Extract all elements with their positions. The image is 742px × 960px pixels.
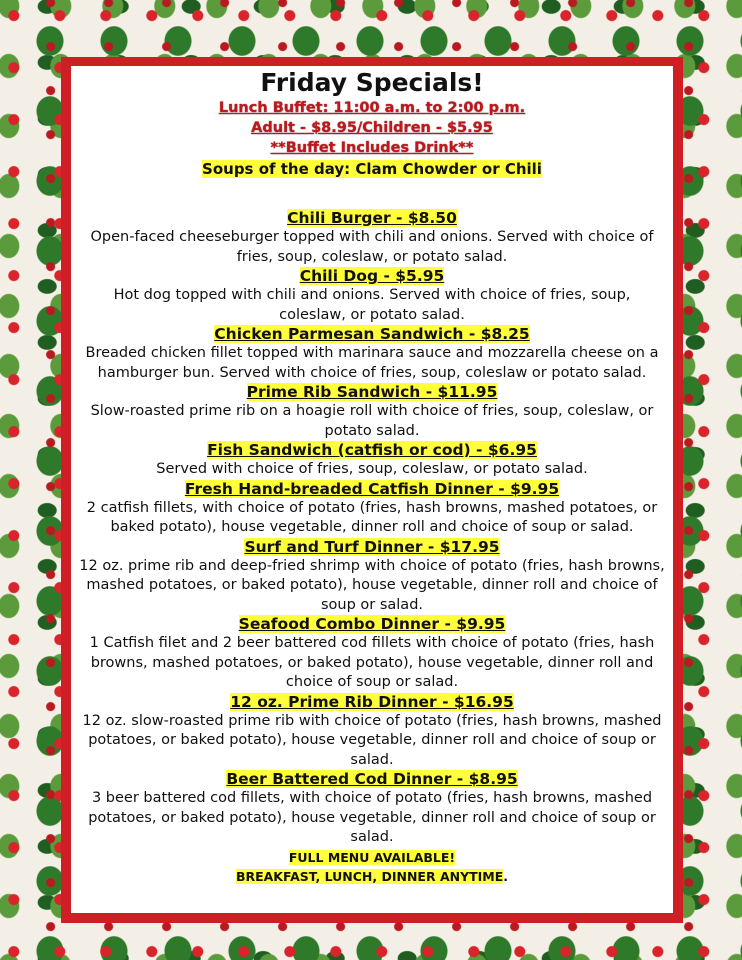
spacer	[78, 195, 666, 209]
menu-item-heading: Chicken Parmesan Sandwich - $8.25	[214, 325, 530, 343]
menu-item	[78, 209, 666, 267]
menu-item	[78, 267, 666, 325]
footer-hours: BREAKFAST, LUNCH, DINNER ANYTIME	[235, 868, 504, 884]
buffet-prices: Adult - $8.95/Children - $5.95	[251, 120, 493, 136]
menu-item-heading: Fish Sandwich (catfish or cod) - $6.95	[207, 441, 537, 459]
menu-item-heading: Fresh Hand-breaded Catfish Dinner - $9.95	[184, 479, 560, 498]
menu-item-description: Open-faced cheeseburger topped with chili and onions. Served with choice of fries, soup, coleslaw, or potato salad.	[90, 229, 654, 265]
buffet-info	[78, 98, 666, 158]
menu-item-description: Hot dog topped with chili and onions. Served with choice of fries, soup, coleslaw, or potato salad.	[113, 287, 631, 323]
menu-item-heading: 12 oz. Prime Rib Dinner - $16.95	[230, 692, 514, 711]
menu-item-heading: Surf and Turf Dinner - $17.95	[244, 537, 500, 556]
menu-item	[78, 770, 666, 848]
menu-item-description: 2 catfish fillets, with choice of potato (fries, hash browns, mashed potatoes, or baked potato), house vegetable, dinner roll and choice of soup or salad.	[86, 499, 658, 535]
menu-item	[78, 441, 666, 480]
buffet-hours: Lunch Buffet: 11:00 a.m. to 2:00 p.m.	[218, 100, 526, 116]
menu-item-heading: Prime Rib Sandwich - $11.95	[246, 383, 498, 401]
menu-item	[78, 480, 666, 538]
menu-item	[78, 383, 666, 441]
buffet-drink-note: **Buffet Includes Drink**	[270, 140, 474, 156]
menu-item-description: Breaded chicken fillet topped with marinara sauce and mozzarella cheese on a hamburger bun. Served with choice of fries, soup, coleslaw or potato salad.	[85, 345, 659, 381]
footer-full-menu: FULL MENU AVAILABLE!	[288, 849, 456, 865]
footer	[78, 848, 666, 886]
menu-item-list	[78, 209, 666, 848]
footer-period: .	[503, 868, 509, 884]
menu-item-description: Slow-roasted prime rib on a hoagie roll with choice of fries, soup, coleslaw, or potato salad.	[90, 403, 654, 439]
menu-item-heading: Seafood Combo Dinner - $9.95	[238, 615, 506, 633]
menu-item-description: 12 oz. slow-roasted prime rib with choice of potato (fries, hash browns, mashed potatoes, or baked potato), house vegetable, dinner roll and choice of soup or salad.	[82, 712, 662, 768]
menu-item-description: Served with choice of fries, soup, coleslaw, or potato salad.	[156, 461, 588, 477]
menu-item-heading: Chili Burger - $8.50	[287, 209, 457, 227]
menu-item-description: 1 Catfish filet and 2 beer battered cod fillets with choice of potato (fries, hash browns, mashed potatoes, or baked potato), house vegetable, dinner roll and choice of soup or salad.	[89, 635, 655, 690]
menu-item-description: 12 oz. prime rib and deep-fried shrimp with choice of potato (fries, hash browns, mashed potatoes, or baked potato), house vegetable, dinner roll and choice of soup or salad.	[79, 557, 665, 613]
soups-of-the-day: Soups of the day: Clam Chowder or Chili	[202, 160, 542, 178]
menu-item	[78, 538, 666, 616]
page-title: Friday Specials!	[260, 68, 484, 97]
menu-item	[78, 693, 666, 771]
menu-item	[78, 615, 666, 693]
menu-item-heading: Beer Battered Cod Dinner - $8.95	[226, 770, 518, 788]
menu-item-heading: Chili Dog - $5.95	[299, 267, 445, 285]
menu-item-description: 3 beer battered cod fillets, with choice of potato (fries, hash browns, mashed potatoes, or baked potato), house vegetable, dinner roll and choice of soup or salad.	[88, 790, 656, 845]
menu-item	[78, 325, 666, 383]
menu-content	[78, 68, 666, 886]
